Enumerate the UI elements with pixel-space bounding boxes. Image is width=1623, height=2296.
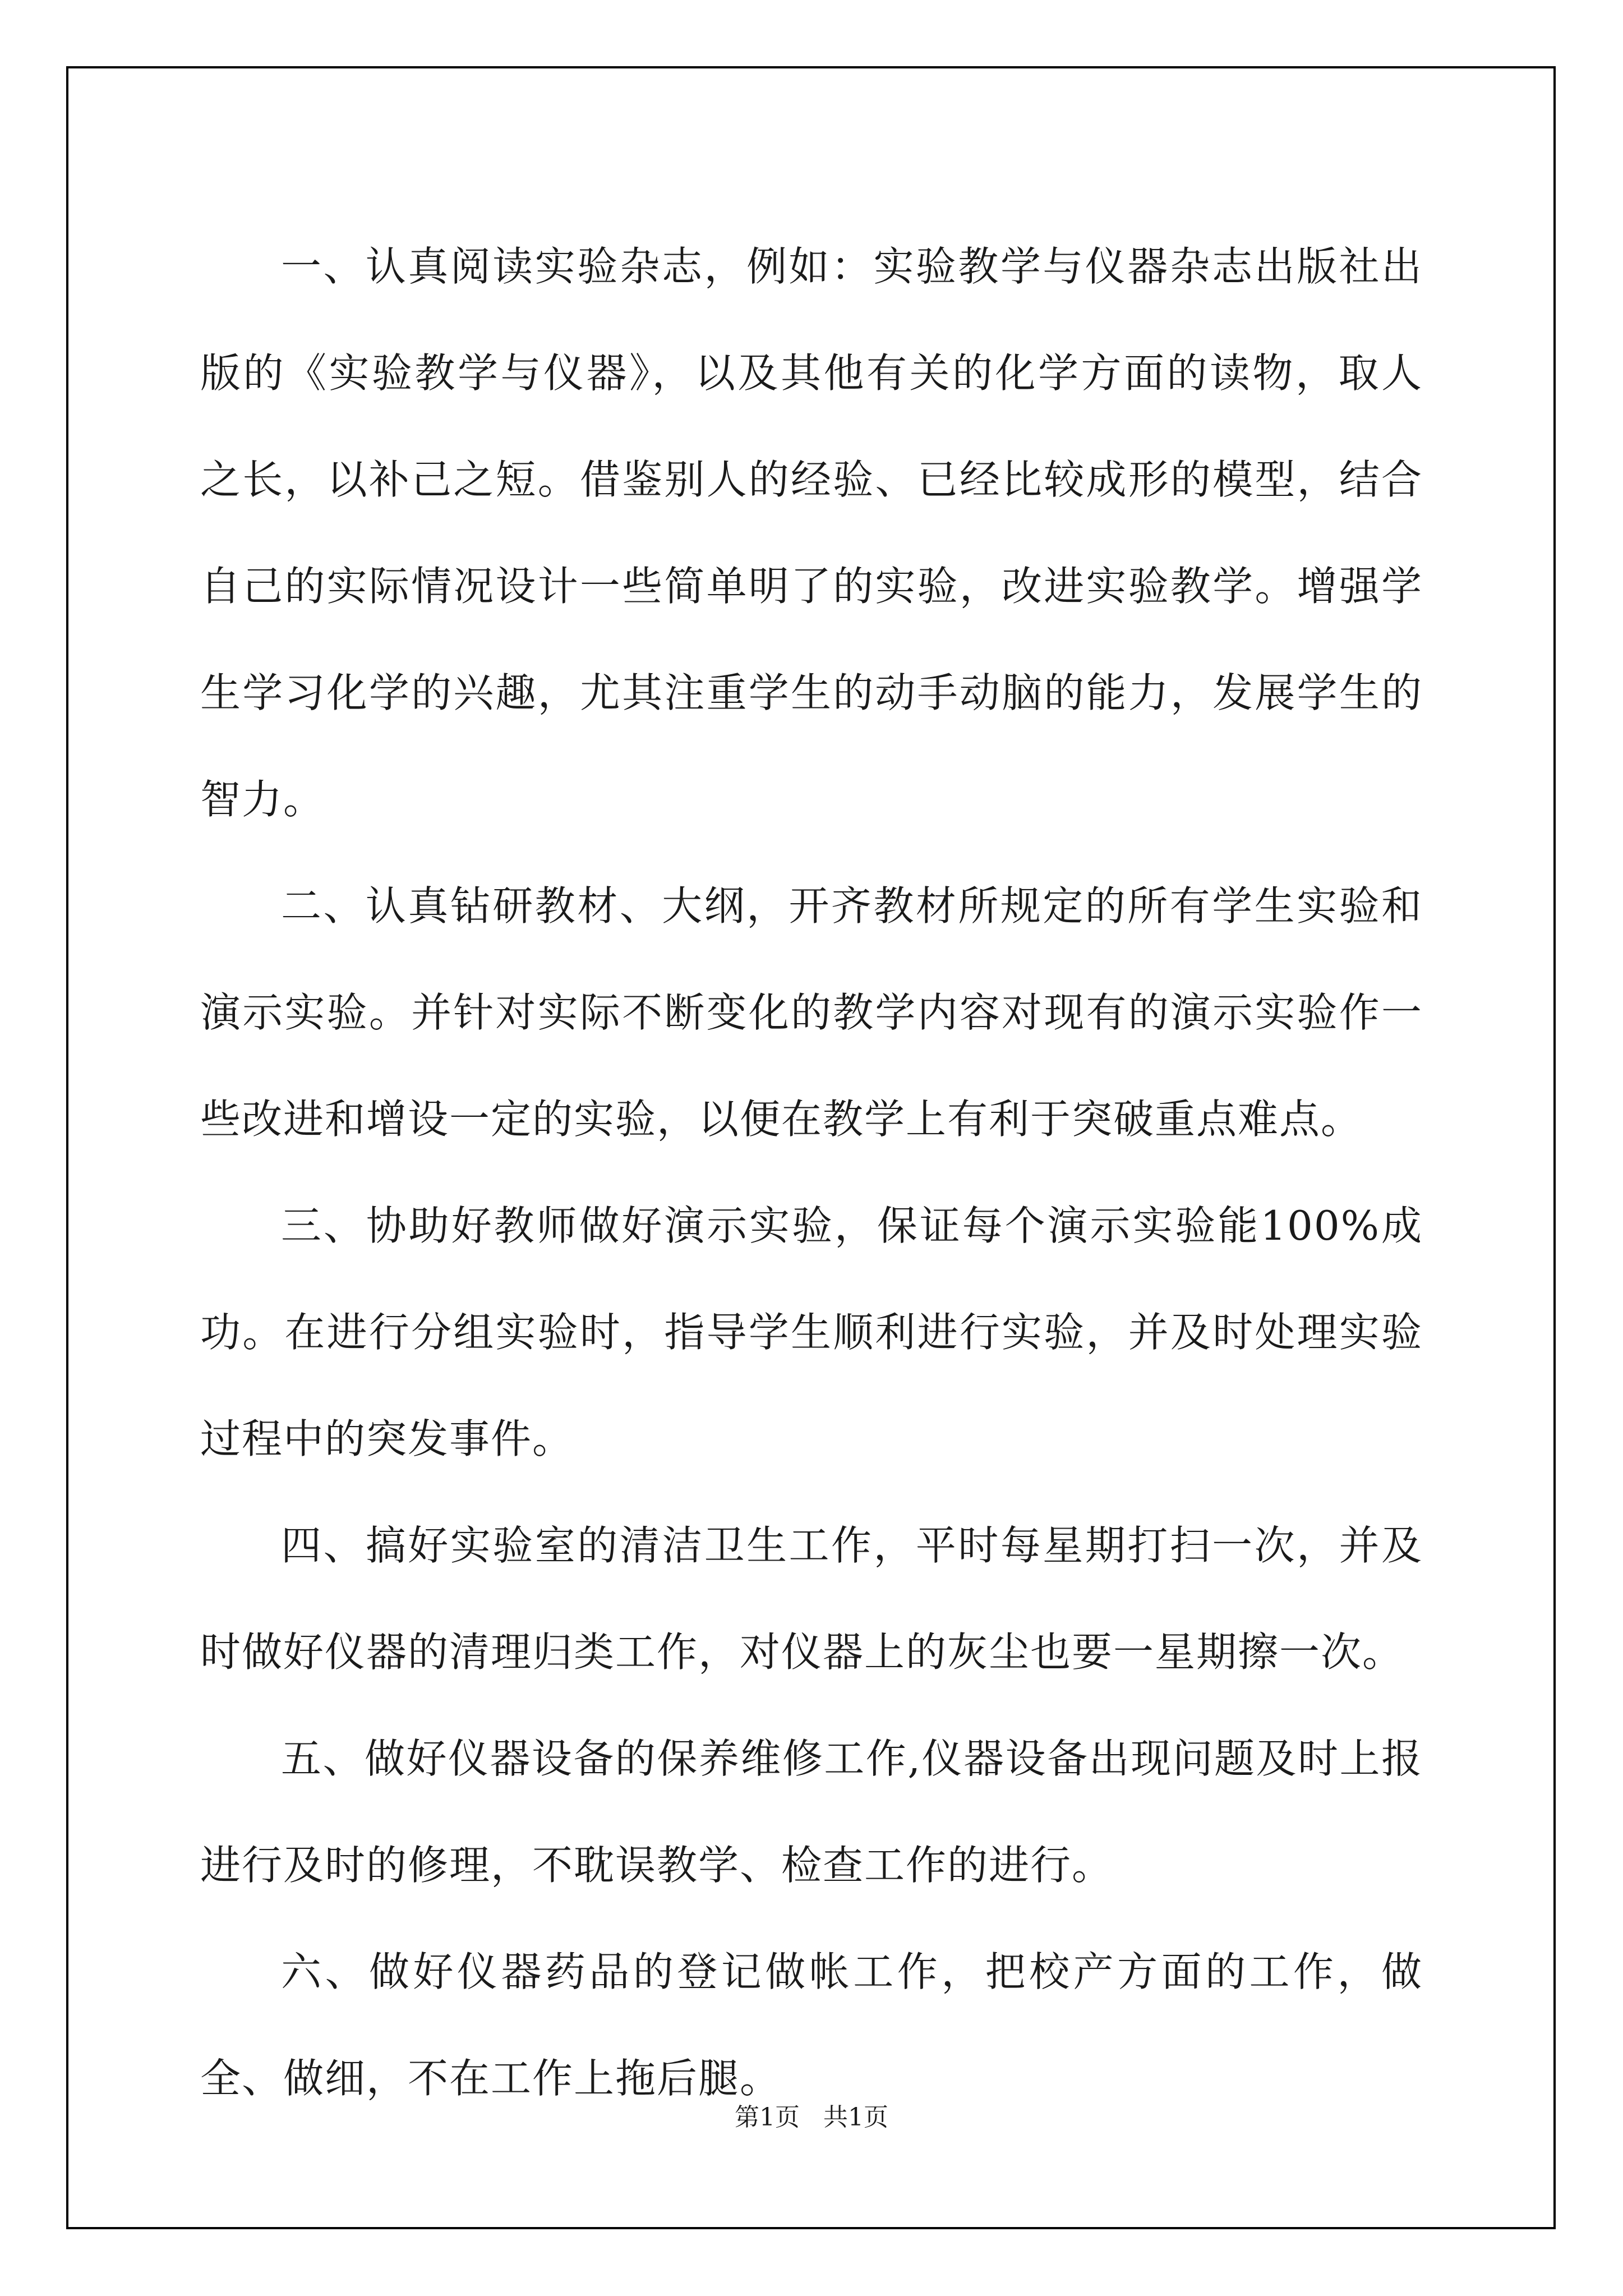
paragraph-1: 一、认真阅读实验杂志，例如：实验教学与仪器杂志出版社出版的《实验教学与仪器》，以及其他有关的化学方面的读物，取人之长，以补己之短。借鉴别人的经验、已经比较成形的模型，结合自己的实际情况设计一些简单明了的实验，改进实验教学。增强学生学习化学的兴趣，尤其注重学生的动手动脑的能力，发展学生的智力。 [200, 243, 1423, 823]
paragraph-4: 四、搞好实验室的清洁卫生工作，平时每星期打扫一次，并及时做好仪器的清理归类工作，对仪器上的灰尘也要一星期擦一次。 [200, 1522, 1423, 1676]
paragraph-6: 六、做好仪器药品的登记做帐工作，把校产方面的工作，做全、做细，不在工作上拖后腿。 [200, 1948, 1423, 2102]
page-footer: 第1页 共1页 [735, 2103, 888, 2132]
paragraph-2: 二、认真钻研教材、大纲，开齐教材所规定的所有学生实验和演示实验。并针对实际不断变化的教学内容对现有的演示实验作一些改进和增设一定的实验，以便在教学上有利于突破重点难点。 [200, 882, 1423, 1143]
document-body [200, 213, 1423, 2132]
paragraph-3: 三、协助好教师做好演示实验，保证每个演示实验能100%成功。在进行分组实验时，指导学生顺利进行实验，并及时处理实验过程中的突发事件。 [200, 1202, 1423, 1462]
paragraph-5: 五、做好仪器设备的保养维修工作,仪器设备出现问题及时上报进行及时的修理，不耽误教学、检查工作的进行。 [200, 1735, 1423, 1889]
